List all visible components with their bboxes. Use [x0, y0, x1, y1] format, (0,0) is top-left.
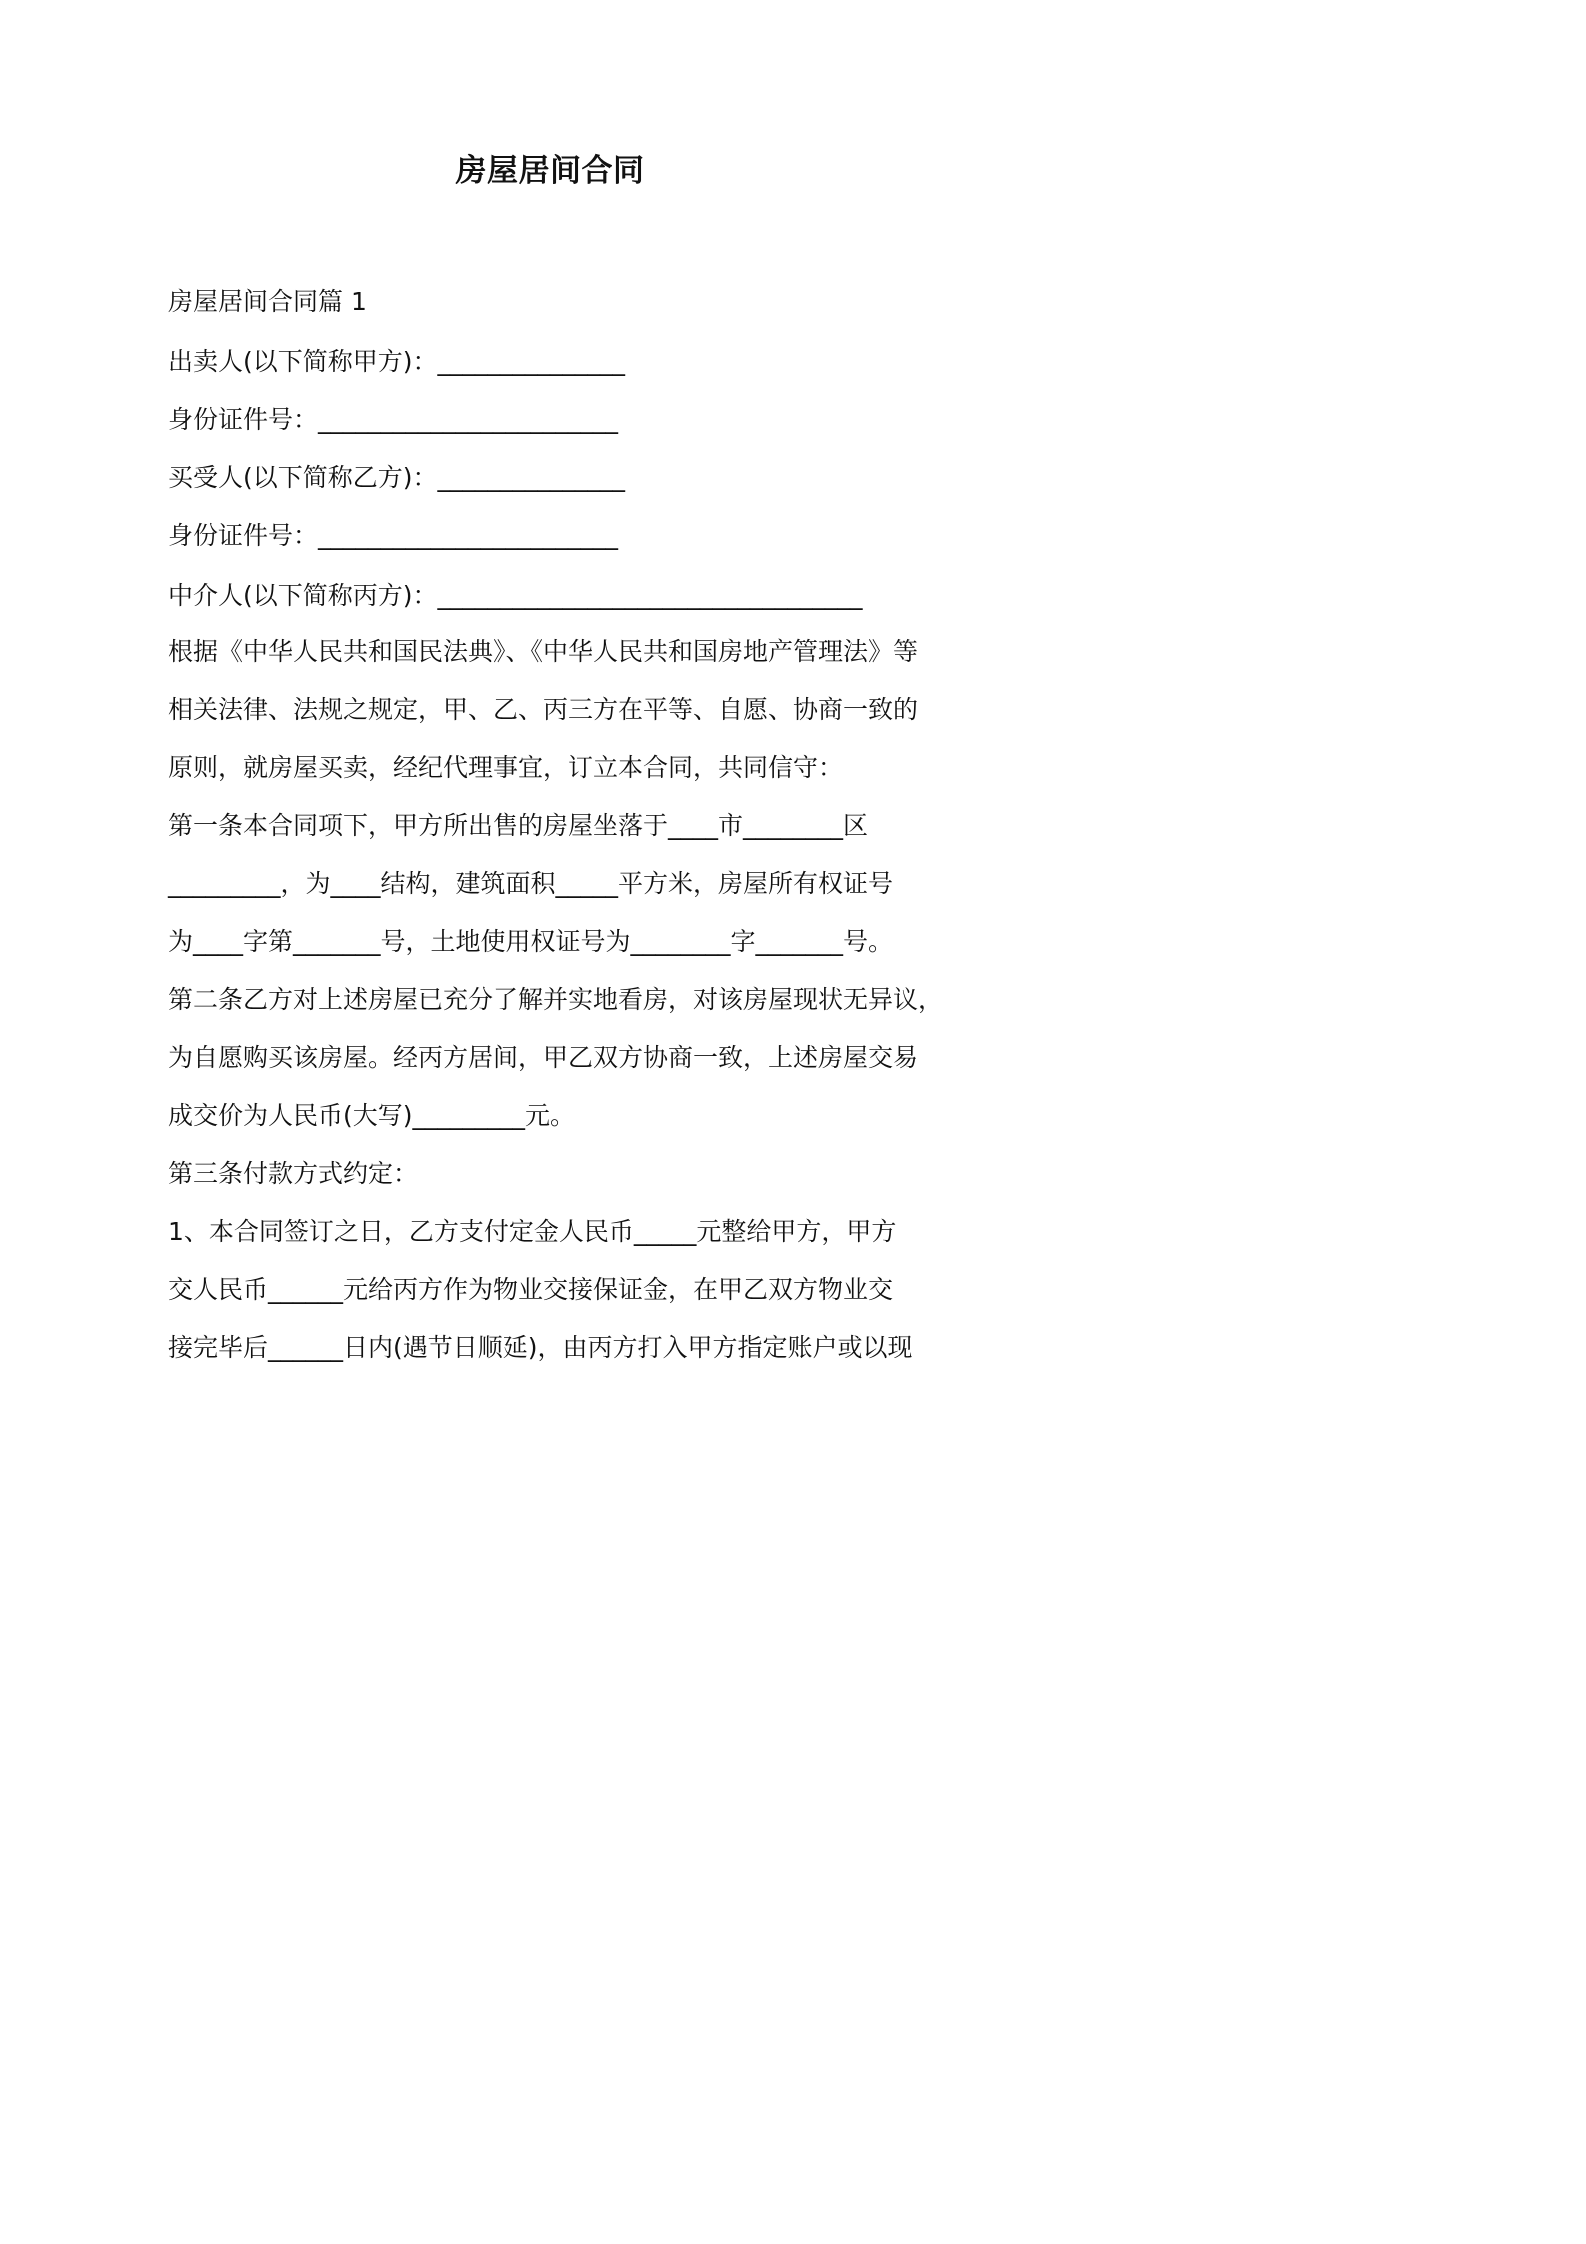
article-3-heading: 第三条付款方式约定： [168, 1159, 419, 1188]
paragraph-line: 原则，就房屋买卖，经纪代理事宜，订立本合同，共同信守： [168, 753, 844, 782]
article-1-line: 第一条本合同项下，甲方所出售的房屋坐落于____市________区 [168, 811, 869, 840]
seller-id-line: 身份证件号：________________________ [168, 405, 619, 434]
section-heading: 房屋居间合同篇 1 [168, 287, 367, 316]
paragraph-line: 根据《中华人民共和国民法典》、《中华人民共和国房地产管理法》等 [168, 637, 919, 666]
buyer-line: 买受人(以下简称乙方)：_______________ [168, 463, 626, 492]
article-3-line: 交人民币______元给丙方作为物业交接保证金，在甲乙双方物业交 [168, 1275, 894, 1304]
article-2-line: 为自愿购买该房屋。经丙方居间，甲乙双方协商一致，上述房屋交易 [168, 1043, 919, 1072]
agent-line: 中介人(以下简称丙方)：__________________________________ [168, 581, 863, 610]
article-3-line: 1、本合同签订之日，乙方支付定金人民币_____元整给甲方，甲方 [168, 1217, 897, 1246]
buyer-id-line: 身份证件号：________________________ [168, 521, 619, 550]
article-3-line: 接完毕后______日内(遇节日顺延)，由丙方打入甲方指定账户或以现 [168, 1333, 913, 1362]
seller-line: 出卖人(以下简称甲方)：_______________ [168, 347, 626, 376]
document-title: 房屋居间合同 [455, 153, 645, 189]
article-1-line: 为____字第_______号，土地使用权证号为________字_______号。 [168, 927, 894, 956]
document-page [0, 0, 1100, 1555]
article-1-line: _________，为____结构，建筑面积_____平方米，房屋所有权证号 [168, 869, 894, 898]
paragraph-line: 相关法律、法规之规定，甲、乙、丙三方在平等、自愿、协商一致的 [168, 695, 919, 724]
article-2-line: 成交价为人民币(大写)_________元。 [168, 1101, 576, 1130]
article-2-line: 第二条乙方对上述房屋已充分了解并实地看房，对该房屋现状无异议， [168, 985, 944, 1014]
